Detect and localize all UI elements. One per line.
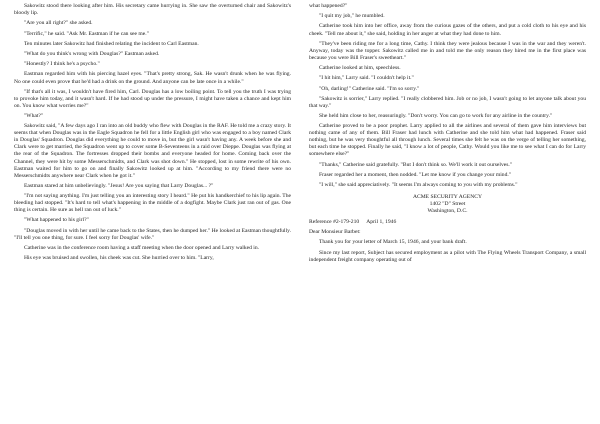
letterhead xyxy=(309,194,586,215)
paragraph: Catherine was in the conference room having a staff meeting when the door opened and Larry walked in. xyxy=(24,244,260,251)
agency-city: Washington, D.C. xyxy=(427,208,468,215)
letter-paragraph: Thank you for your letter of March 15, 1946, and your bank draft. xyxy=(319,239,467,246)
paragraph: "Are you all right?" she asked. xyxy=(24,20,93,27)
paragraph: Catherine proved to be a poor prophet. Larry applied to all the airlines and several of them gave him interviews but nothing came of any of them. Bill Fraser had lunch with Catherine and she told him what had happened. Fraser said nothing, but he was very thoughtful all through lunch. Several times she felt he was on the verge of telling her something, but each time he stopped. Finally he said, "I know a lot of people, Cathy. Would you like me to see what I can do for Larry somewhere else?" xyxy=(309,123,586,158)
paragraph: "Thanks," Catherine said gratefully. "But I don't think so. We'll work it out ourselves." xyxy=(319,161,513,168)
salutation: Dear Monsieur Barbet: xyxy=(309,229,361,236)
paragraph: "What do you think's wrong with Douglas?" Eastman asked. xyxy=(24,50,160,57)
paragraph: "I hit him," Larry said. "I couldn't help it." xyxy=(319,75,414,82)
paragraph: "I'm not saying anything. I'm just telling you an interesting story I heard." He put his handkerchief to his lip again. The bleeding had stopped. "It's hard to tell what's happening in the middle of a dogfight. Maybe Clark just ran out of gas. One thing is certain. He sure as hell ran out of luck." xyxy=(14,193,291,214)
paragraph: "Honestly? I think he's a psycho." xyxy=(24,61,100,68)
paragraph: Catherine looked at him, speechless. xyxy=(319,65,401,72)
paragraph: She held him close to her, reassuringly. "Don't worry. You can go to work for any airline in the country." xyxy=(319,113,553,120)
paragraph: "I quit my job," he mumbled. xyxy=(319,13,385,20)
paragraph: "Terrific," he said. "Ask Mr. Eastman if he can see me." xyxy=(24,30,149,37)
agency-street: 1402 "D" Street xyxy=(429,201,466,208)
paragraph: His eye was bruised and swollen, his cheek was cut. She hurried over to him. "Larry, xyxy=(24,255,214,262)
paragraph: "Oh, darling!" Catherine said. "I'm so sorry." xyxy=(319,85,420,92)
paragraph: "If that's all it was, I wouldn't have fired him, Carl. Douglas has a low boiling point. To tell you the truth I was trying to provoke him today, and it wasn't hard. If he had stood up under the pressure, I might have taken a chance and kept him on. You know what worries me?" xyxy=(14,88,291,109)
paragraph: "Douglas moved in with her until he came back to the States, then he dumped her." He looked at Eastman thoughtfully. "I'll tell you one thing, for sure. I feel sorry for Douglas' wife." xyxy=(14,227,291,241)
paragraph: "They've been riding me for a long time, Cathy. I think they were jealous because I was in the war and they weren't. Anyway, today was the topper. Sakowitz called me in and told me the only reason they hired me in the first place was because you were Bill Fraser's sweetheart." xyxy=(309,40,586,61)
paragraph: Sakowitz stood there looking after him. His secretary came hurrying in. She saw the overturned chair and Sakowitz's bloody lip. xyxy=(14,3,291,17)
paragraph-continued: what happened?" xyxy=(309,3,348,9)
paragraph: Eastman regarded him with his piercing hazel eyes. "That's pretty strong, Sak. He wasn't drunk when he was flying. No one could even prove that he'd had a drink on the ground. And anyone can be late once in a while." xyxy=(14,71,291,85)
paragraph: Sakowitz said, "A few days ago I ran into an old buddy who flew with Douglas in the RAF. He told me a crazy story. It seems that when Douglas was in the Eagle Squadron he fell for a little English girl who was engaged to a boy named Clark in Douglas' Squadron. Douglas did everything he could to move in, but the girl wasn't having any. A week before she and Clark were to get married, the Squadron went up to cover some B-Seventeens in a raid over Dieppe. Douglas was flying at the rear of the Squadron. The fortresses dropped their bombs and everyone headed for home. Coming back over the Channel, they were hit by some Messerschmidts, and Clark was shot down." He stopped, lost in some rewrite of his own. Eastman waited for him to go on and finally Sakowitz looked up at him. "According to my friend there were no Messerschmidts anywhere near Clark when he got it." xyxy=(14,123,291,179)
paragraph: Fraser regarded her a moment, then nodded. "Let me know if you change your mind." xyxy=(319,171,512,178)
paragraph: Eastman stared at him unbelievingly. "Jesus! Are you saying that Larry Douglas... ?" xyxy=(24,182,214,189)
paragraph: "Sakowitz is sorrier," Larry replied. "I really clobbered him. Job or no job, I wasn't going to let anyone talk about you that way." xyxy=(309,95,586,109)
letter-date: April 1, 1946 xyxy=(366,219,397,226)
paragraph: "What happened to his girl?" xyxy=(24,217,89,224)
reference-line xyxy=(309,219,586,226)
reference-number: Reference #2-179-210 xyxy=(309,219,360,226)
paragraph: "What?" xyxy=(24,113,44,120)
letter-paragraph: Since my last report, Subject has secured employment as a pilot with The Flying Wheels Transport Company, a small independent freight company operating out of xyxy=(309,249,586,263)
paragraph: Catherine took him into her office, away from the curious gazes of the others, and put a cold cloth to his eye and his cheek. "Tell me about it," she said, holding in her anger at what they had done to him. xyxy=(309,23,586,37)
left-column xyxy=(14,0,291,424)
right-column xyxy=(309,0,586,424)
agency-name: ACME SECURITY AGENCY xyxy=(412,194,483,201)
paragraph: "I will," she said appreciatively. "It seems I'm always coming to you with my problems." xyxy=(319,182,518,189)
paragraph: Ten minutes later Sakowitz had finished relating the incident to Carl Eastman. xyxy=(24,40,199,47)
